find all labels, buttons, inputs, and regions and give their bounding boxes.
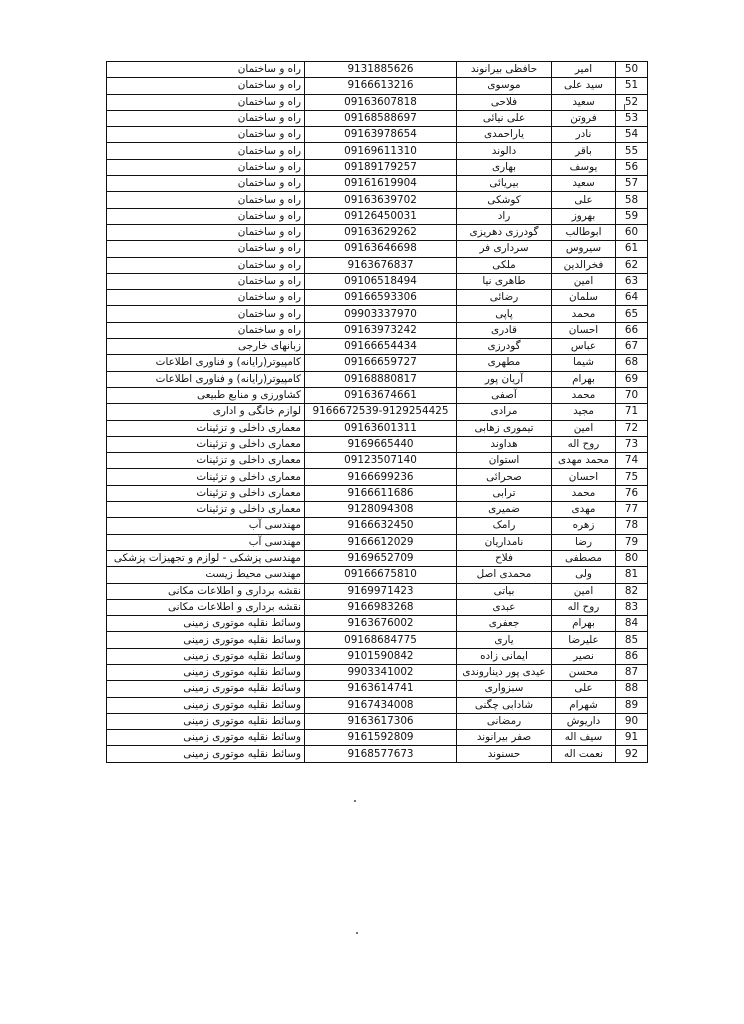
phone-cell: 09903337970 <box>305 306 457 322</box>
phone-cell: 9128094308 <box>305 502 457 518</box>
table-row <box>107 453 648 469</box>
row-number-cell: 53 <box>616 110 648 126</box>
table-row <box>107 746 648 762</box>
phone-cell: 9161592809 <box>305 730 457 746</box>
first-name-cell: بهرام <box>552 371 616 387</box>
last-name-cell: موسوی <box>457 78 552 94</box>
first-name-cell: محمد <box>552 485 616 501</box>
row-number-cell: 57 <box>616 176 648 192</box>
table-row <box>107 518 648 534</box>
field-cell: راه و ساختمان <box>107 62 305 78</box>
first-name-cell: احسان <box>552 469 616 485</box>
row-number-cell: 92 <box>616 746 648 762</box>
phone-cell: 9166613216 <box>305 78 457 94</box>
row-number-cell: 54 <box>616 127 648 143</box>
field-cell: معماری داخلی و تزئینات <box>107 469 305 485</box>
last-name-cell: رمضانی <box>457 713 552 729</box>
field-cell: راه و ساختمان <box>107 306 305 322</box>
row-number-cell: 55 <box>616 143 648 159</box>
first-name-cell: ولی <box>552 567 616 583</box>
last-name-cell: عیدی پور دیناروندی <box>457 664 552 680</box>
phone-cell: 9166612029 <box>305 534 457 550</box>
table-row <box>107 94 648 110</box>
field-cell: معماری داخلی و تزئینات <box>107 453 305 469</box>
phone-cell: 09106518494 <box>305 273 457 289</box>
row-number-cell: 59 <box>616 208 648 224</box>
phone-cell: 09168684775 <box>305 632 457 648</box>
last-name-cell: مرادی <box>457 404 552 420</box>
row-number-cell: 78 <box>616 518 648 534</box>
last-name-cell: بهاری <box>457 159 552 175</box>
field-cell: راه و ساختمان <box>107 290 305 306</box>
table-row <box>107 583 648 599</box>
phone-cell: 9166699236 <box>305 469 457 485</box>
first-name-cell: سلمان <box>552 290 616 306</box>
first-name-cell: امین <box>552 583 616 599</box>
table-row <box>107 371 648 387</box>
field-cell: مهندسی پزشکی - لوازم و تجهیزات پزشکی <box>107 550 305 566</box>
row-number-cell: 80 <box>616 550 648 566</box>
field-cell: راه و ساختمان <box>107 273 305 289</box>
first-name-cell: امین <box>552 420 616 436</box>
field-cell: معماری داخلی و تزئینات <box>107 502 305 518</box>
row-number-cell: 58 <box>616 192 648 208</box>
field-cell: وسائط نقلیه موتوری زمینی <box>107 616 305 632</box>
first-name-cell: علی <box>552 681 616 697</box>
table-row <box>107 110 648 126</box>
last-name-cell: رضائی <box>457 290 552 306</box>
table-row <box>107 681 648 697</box>
table-row <box>107 404 648 420</box>
phone-cell: 09168588697 <box>305 110 457 126</box>
row-number-cell: 71 <box>616 404 648 420</box>
field-cell: مهندسی آب <box>107 518 305 534</box>
last-name-cell: شادابی چگنی <box>457 697 552 713</box>
row-number-cell: 69 <box>616 371 648 387</box>
first-name-cell: رضا <box>552 534 616 550</box>
field-cell: مهندسی آب <box>107 534 305 550</box>
first-name-cell: امین <box>552 273 616 289</box>
phone-cell: 9163676837 <box>305 257 457 273</box>
table-row <box>107 713 648 729</box>
last-name-cell: فلاحی <box>457 94 552 110</box>
phone-cell: 9169971423 <box>305 583 457 599</box>
field-cell: وسائط نقلیه موتوری زمینی <box>107 664 305 680</box>
last-name-cell: مطهری <box>457 355 552 371</box>
first-name-cell: سعید <box>552 176 616 192</box>
field-cell: راه و ساختمان <box>107 257 305 273</box>
field-cell: مهندسی محیط زیست <box>107 567 305 583</box>
phone-cell: 9167434008 <box>305 697 457 713</box>
phone-cell: 9166632450 <box>305 518 457 534</box>
phone-cell: 09169611310 <box>305 143 457 159</box>
phone-cell: 09166659727 <box>305 355 457 371</box>
phone-cell: 09166675810 <box>305 567 457 583</box>
first-name-cell: فروتن <box>552 110 616 126</box>
table-row <box>107 62 648 78</box>
table-row <box>107 387 648 403</box>
first-name-cell: احسان <box>552 322 616 338</box>
phone-cell: 09163674661 <box>305 387 457 403</box>
last-name-cell: علی نیائی <box>457 110 552 126</box>
row-number-cell: 82 <box>616 583 648 599</box>
last-name-cell: فلاح <box>457 550 552 566</box>
last-name-cell: یاری <box>457 632 552 648</box>
table-row <box>107 143 648 159</box>
phone-cell: 09163639702 <box>305 192 457 208</box>
first-name-cell: شهرام <box>552 697 616 713</box>
table-row <box>107 534 648 550</box>
row-number-cell: 88 <box>616 681 648 697</box>
first-name-cell: علی <box>552 192 616 208</box>
last-name-cell: تیموری زهابی <box>457 420 552 436</box>
phone-cell: 09166654434 <box>305 339 457 355</box>
table-row <box>107 697 648 713</box>
field-cell: راه و ساختمان <box>107 192 305 208</box>
row-number-cell: 87 <box>616 664 648 680</box>
field-cell: کشاورزی و منابع طبیعی <box>107 387 305 403</box>
scan-speck <box>354 800 356 802</box>
row-number-cell: 67 <box>616 339 648 355</box>
table-row <box>107 224 648 240</box>
field-cell: کامپیوتر(رایانه) و فناوری اطلاعات <box>107 371 305 387</box>
last-name-cell: راد <box>457 208 552 224</box>
row-number-cell: 73 <box>616 436 648 452</box>
row-number-cell: 65 <box>616 306 648 322</box>
field-cell: راه و ساختمان <box>107 208 305 224</box>
roster-table <box>106 61 648 763</box>
first-name-cell: روح اله <box>552 599 616 615</box>
table-row <box>107 127 648 143</box>
phone-cell: 09126450031 <box>305 208 457 224</box>
field-cell: راه و ساختمان <box>107 241 305 257</box>
first-name-cell: ابوطالب <box>552 224 616 240</box>
first-name-cell: داریوش <box>552 713 616 729</box>
field-cell: وسائط نقلیه موتوری زمینی <box>107 681 305 697</box>
last-name-cell: کوشکی <box>457 192 552 208</box>
first-name-cell: بهروز <box>552 208 616 224</box>
phone-cell: 09163629262 <box>305 224 457 240</box>
last-name-cell: هداوند <box>457 436 552 452</box>
table-row <box>107 599 648 615</box>
row-number-cell: 50 <box>616 62 648 78</box>
phone-cell: 9169652709 <box>305 550 457 566</box>
phone-cell: 9168577673 <box>305 746 457 762</box>
row-number-cell: 91 <box>616 730 648 746</box>
last-name-cell: عبدی <box>457 599 552 615</box>
table-row <box>107 176 648 192</box>
phone-cell: 9131885626 <box>305 62 457 78</box>
last-name-cell: نامداریان <box>457 534 552 550</box>
table-row <box>107 420 648 436</box>
field-cell: زبانهای خارجی <box>107 339 305 355</box>
last-name-cell: سبزواری <box>457 681 552 697</box>
field-cell: معماری داخلی و تزئینات <box>107 485 305 501</box>
table-row <box>107 550 648 566</box>
first-name-cell: شیما <box>552 355 616 371</box>
row-number-cell: 86 <box>616 648 648 664</box>
last-name-cell: ضمیری <box>457 502 552 518</box>
row-number-cell: 52 <box>616 94 648 110</box>
field-cell: وسائط نقلیه موتوری زمینی <box>107 697 305 713</box>
last-name-cell: بیریائی <box>457 176 552 192</box>
table-row <box>107 290 648 306</box>
table-row <box>107 78 648 94</box>
phone-cell: 09123507140 <box>305 453 457 469</box>
row-number-cell: 84 <box>616 616 648 632</box>
table-row <box>107 730 648 746</box>
last-name-cell: آصفی <box>457 387 552 403</box>
last-name-cell: ملکی <box>457 257 552 273</box>
table-row <box>107 436 648 452</box>
first-name-cell: سید علی <box>552 78 616 94</box>
table-row <box>107 469 648 485</box>
first-name-cell: بهرام <box>552 616 616 632</box>
row-number-cell: 70 <box>616 387 648 403</box>
phone-cell: 09166593306 <box>305 290 457 306</box>
first-name-cell: مصطفی <box>552 550 616 566</box>
last-name-cell: گودرزی <box>457 339 552 355</box>
phone-cell: 09163973242 <box>305 322 457 338</box>
first-name-cell: امیر <box>552 62 616 78</box>
phone-cell: 9166672539-9129254425 <box>305 404 457 420</box>
field-cell: راه و ساختمان <box>107 127 305 143</box>
last-name-cell: پاپی <box>457 306 552 322</box>
last-name-cell: استوان <box>457 453 552 469</box>
field-cell: وسائط نقلیه موتوری زمینی <box>107 730 305 746</box>
phone-cell: 9163614741 <box>305 681 457 697</box>
table-row <box>107 273 648 289</box>
first-name-cell: سیروس <box>552 241 616 257</box>
row-number-cell: 72 <box>616 420 648 436</box>
phone-cell: 9903341002 <box>305 664 457 680</box>
table-row <box>107 355 648 371</box>
last-name-cell: صفر بیرانوند <box>457 730 552 746</box>
first-name-cell: نادر <box>552 127 616 143</box>
first-name-cell: مهدی <box>552 502 616 518</box>
phone-cell: 09163646698 <box>305 241 457 257</box>
field-cell: راه و ساختمان <box>107 224 305 240</box>
field-cell: راه و ساختمان <box>107 176 305 192</box>
table-row <box>107 208 648 224</box>
field-cell: وسائط نقلیه موتوری زمینی <box>107 746 305 762</box>
phone-cell: 9163617306 <box>305 713 457 729</box>
first-name-cell: فخرالدین <box>552 257 616 273</box>
phone-cell: 9101590842 <box>305 648 457 664</box>
row-number-cell: 79 <box>616 534 648 550</box>
table-row <box>107 632 648 648</box>
table-row <box>107 241 648 257</box>
last-name-cell: قادری <box>457 322 552 338</box>
table-row <box>107 648 648 664</box>
field-cell: راه و ساختمان <box>107 78 305 94</box>
last-name-cell: آریان پور <box>457 371 552 387</box>
first-name-cell: محمد <box>552 306 616 322</box>
row-number-cell: 83 <box>616 599 648 615</box>
field-cell: معماری داخلی و تزئینات <box>107 420 305 436</box>
table-row <box>107 502 648 518</box>
row-number-cell: 68 <box>616 355 648 371</box>
row-number-cell: 90 <box>616 713 648 729</box>
last-name-cell: سرداری فر <box>457 241 552 257</box>
last-name-cell: جعفری <box>457 616 552 632</box>
last-name-cell: ترابی <box>457 485 552 501</box>
field-cell: معماری داخلی و تزئینات <box>107 436 305 452</box>
field-cell: نقشه برداری و اطلاعات مکانی <box>107 583 305 599</box>
table-row <box>107 616 648 632</box>
last-name-cell: طاهری نیا <box>457 273 552 289</box>
first-name-cell: سعید <box>552 94 616 110</box>
row-number-cell: 63 <box>616 273 648 289</box>
row-number-cell: 61 <box>616 241 648 257</box>
phone-cell: 9166611686 <box>305 485 457 501</box>
field-cell: راه و ساختمان <box>107 322 305 338</box>
phone-cell: 09189179257 <box>305 159 457 175</box>
first-name-cell: نصیر <box>552 648 616 664</box>
first-name-cell: یوسف <box>552 159 616 175</box>
row-number-cell: 77 <box>616 502 648 518</box>
field-cell: لوازم خانگی و اداری <box>107 404 305 420</box>
row-number-cell: 81 <box>616 567 648 583</box>
table-row <box>107 159 648 175</box>
phone-cell: 9166983268 <box>305 599 457 615</box>
table-row <box>107 322 648 338</box>
phone-cell: 9169665440 <box>305 436 457 452</box>
first-name-cell: علیرضا <box>552 632 616 648</box>
first-name-cell: روح اله <box>552 436 616 452</box>
table-row <box>107 306 648 322</box>
field-cell: نقشه برداری و اطلاعات مکانی <box>107 599 305 615</box>
table-row <box>107 192 648 208</box>
phone-cell: 09163978654 <box>305 127 457 143</box>
last-name-cell: دالوند <box>457 143 552 159</box>
last-name-cell: رامک <box>457 518 552 534</box>
scan-speck <box>356 932 358 934</box>
field-cell: وسائط نقلیه موتوری زمینی <box>107 632 305 648</box>
row-number-cell: 51 <box>616 78 648 94</box>
first-name-cell: سیف اله <box>552 730 616 746</box>
last-name-cell: حافظی بیرانوند <box>457 62 552 78</box>
last-name-cell: گودرزی دهریزی <box>457 224 552 240</box>
table-row <box>107 339 648 355</box>
row-number-cell: 56 <box>616 159 648 175</box>
field-cell: راه و ساختمان <box>107 110 305 126</box>
last-name-cell: یاراحمدی <box>457 127 552 143</box>
table-row <box>107 485 648 501</box>
table-row <box>107 567 648 583</box>
phone-cell: 09161619904 <box>305 176 457 192</box>
field-cell: وسائط نقلیه موتوری زمینی <box>107 713 305 729</box>
first-name-cell: نعمت اله <box>552 746 616 762</box>
field-cell: کامپیوتر(رایانه) و فناوری اطلاعات <box>107 355 305 371</box>
last-name-cell: ایمانی زاده <box>457 648 552 664</box>
field-cell: راه و ساختمان <box>107 143 305 159</box>
first-name-cell: محمد مهدی <box>552 453 616 469</box>
field-cell: راه و ساختمان <box>107 159 305 175</box>
phone-cell: 09168880817 <box>305 371 457 387</box>
row-number-cell: 64 <box>616 290 648 306</box>
last-name-cell: حسنوند <box>457 746 552 762</box>
first-name-cell: مجید <box>552 404 616 420</box>
last-name-cell: صحرائی <box>457 469 552 485</box>
row-number-cell: 76 <box>616 485 648 501</box>
row-number-cell: 66 <box>616 322 648 338</box>
field-cell: وسائط نقلیه موتوری زمینی <box>107 648 305 664</box>
phone-cell: 09163607818 <box>305 94 457 110</box>
row-number-cell: 62 <box>616 257 648 273</box>
last-name-cell: بیاتی <box>457 583 552 599</box>
phone-cell: 09163601311 <box>305 420 457 436</box>
row-number-cell: 74 <box>616 453 648 469</box>
row-number-cell: 89 <box>616 697 648 713</box>
first-name-cell: باقر <box>552 143 616 159</box>
last-name-cell: محمدی اصل <box>457 567 552 583</box>
table-row <box>107 257 648 273</box>
row-number-cell: 85 <box>616 632 648 648</box>
first-name-cell: محسن <box>552 664 616 680</box>
first-name-cell: عباس <box>552 339 616 355</box>
roster-table-body <box>107 62 648 763</box>
first-name-cell: زهره <box>552 518 616 534</box>
scan-speck <box>624 104 625 110</box>
row-number-cell: 75 <box>616 469 648 485</box>
phone-cell: 9163676002 <box>305 616 457 632</box>
row-number-cell: 60 <box>616 224 648 240</box>
field-cell: راه و ساختمان <box>107 94 305 110</box>
first-name-cell: محمد <box>552 387 616 403</box>
table-row <box>107 664 648 680</box>
